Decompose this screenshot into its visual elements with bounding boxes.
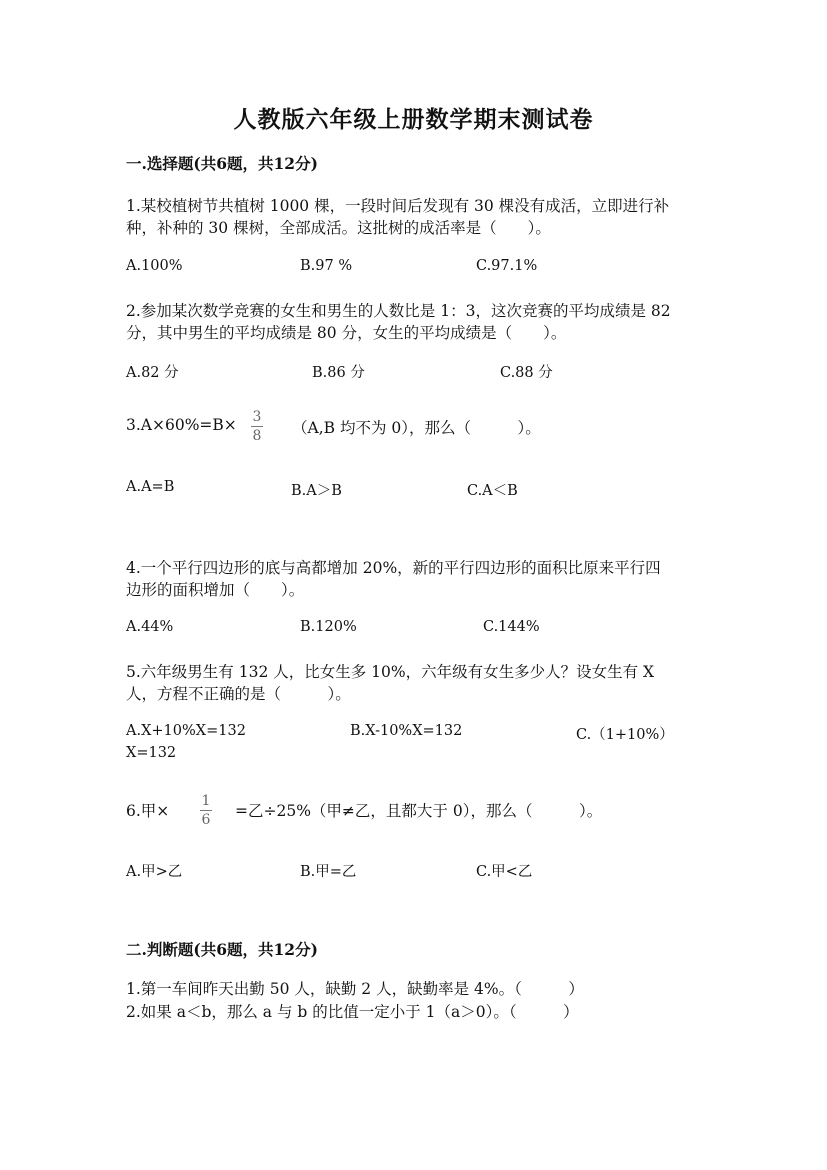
q4-option-c: C.144% (483, 619, 540, 635)
fraction-bar (251, 426, 263, 427)
q2-text-line2: 分，其中男生的平均成绩是 80 分，女生的平均成绩是（ ）。 (126, 324, 567, 342)
q5-option-b: B.X-10%X=132 (350, 723, 463, 739)
q3-fraction (249, 409, 265, 444)
q6-text-prefix: 6.甲× (126, 802, 170, 820)
q3-option-c: C.A＜B (467, 483, 518, 499)
q1-text-line2: 种，补种的 30 棵树，全部成活。这批树的成活率是（ ）。 (126, 219, 551, 237)
q6-option-c: C.甲<乙 (476, 864, 533, 880)
q2-option-a: A.82 分 (126, 365, 179, 381)
q6-fraction-denominator: 6 (201, 812, 211, 828)
judge-q2-text: 2.如果 a＜b，那么 a 与 b 的比值一定小于 1（a＞0）。（ ） (126, 1003, 579, 1021)
q3-fraction-denominator: 8 (252, 428, 262, 444)
q3-text-suffix: （A,B 均不为 0），那么（ ）。 (292, 419, 541, 437)
q1-option-a: A.100% (126, 258, 183, 274)
q6-fraction (198, 793, 214, 828)
q3-option-a: A.A=B (126, 479, 175, 495)
q3-option-b: B.A＞B (291, 483, 342, 499)
q5-text-line2: 人，方程不正确的是（ ）。 (126, 685, 351, 703)
q6-option-b: B.甲=乙 (300, 864, 357, 880)
q4-option-b: B.120% (300, 619, 357, 635)
q2-option-b: B.86 分 (312, 365, 365, 381)
q4-text-line1: 4.一个平行四边形的底与高都增加 20%，新的平行四边形的面积比原来平行四 (126, 559, 661, 577)
q5-option-a: A.X+10%X=132 (126, 723, 246, 739)
section-heading-choice: 一.选择题(共6题，共12分) (126, 154, 318, 173)
q5-option-c: C.（1+10%） (576, 727, 674, 743)
judge-q1-text: 1.第一车间昨天出勤 50 人，缺勤 2 人，缺勤率是 4%。（ ） (126, 980, 584, 998)
q2-option-c: C.88 分 (500, 365, 553, 381)
q5-text-line1: 5.六年级男生有 132 人，比女生多 10%，六年级有女生多少人？设女生有 X (126, 663, 655, 681)
q4-option-a: A.44% (126, 619, 174, 635)
q3-text-prefix: 3.A×60%=B× (126, 416, 237, 434)
q6-option-a: A.甲>乙 (126, 864, 183, 880)
q1-text-line1: 1.某校植树节共植树 1000 棵，一段时间后发现有 30 棵没有成活，立即进行补 (126, 197, 670, 215)
q1-option-c: C.97.1% (476, 258, 538, 274)
q3-fraction-numerator: 3 (252, 409, 262, 425)
page-title: 人教版六年级上册数学期末测试卷 (233, 106, 594, 133)
q2-text-line1: 2.参加某次数学竞赛的女生和男生的人数比是 1：3，这次竞赛的平均成绩是 82 (126, 302, 671, 320)
q5-option-c-continued: X=132 (126, 745, 177, 761)
q4-text-line2: 边形的面积增加（ ）。 (126, 581, 305, 599)
q1-option-b: B.97 % (300, 258, 353, 274)
q6-fraction-numerator: 1 (201, 793, 211, 809)
q6-text-suffix: =乙÷25%（甲≠乙，且都大于 0），那么（ ）。 (235, 802, 603, 820)
section-heading-judgement: 二.判断题(共6题，共12分) (126, 940, 318, 959)
fraction-bar (200, 810, 212, 811)
